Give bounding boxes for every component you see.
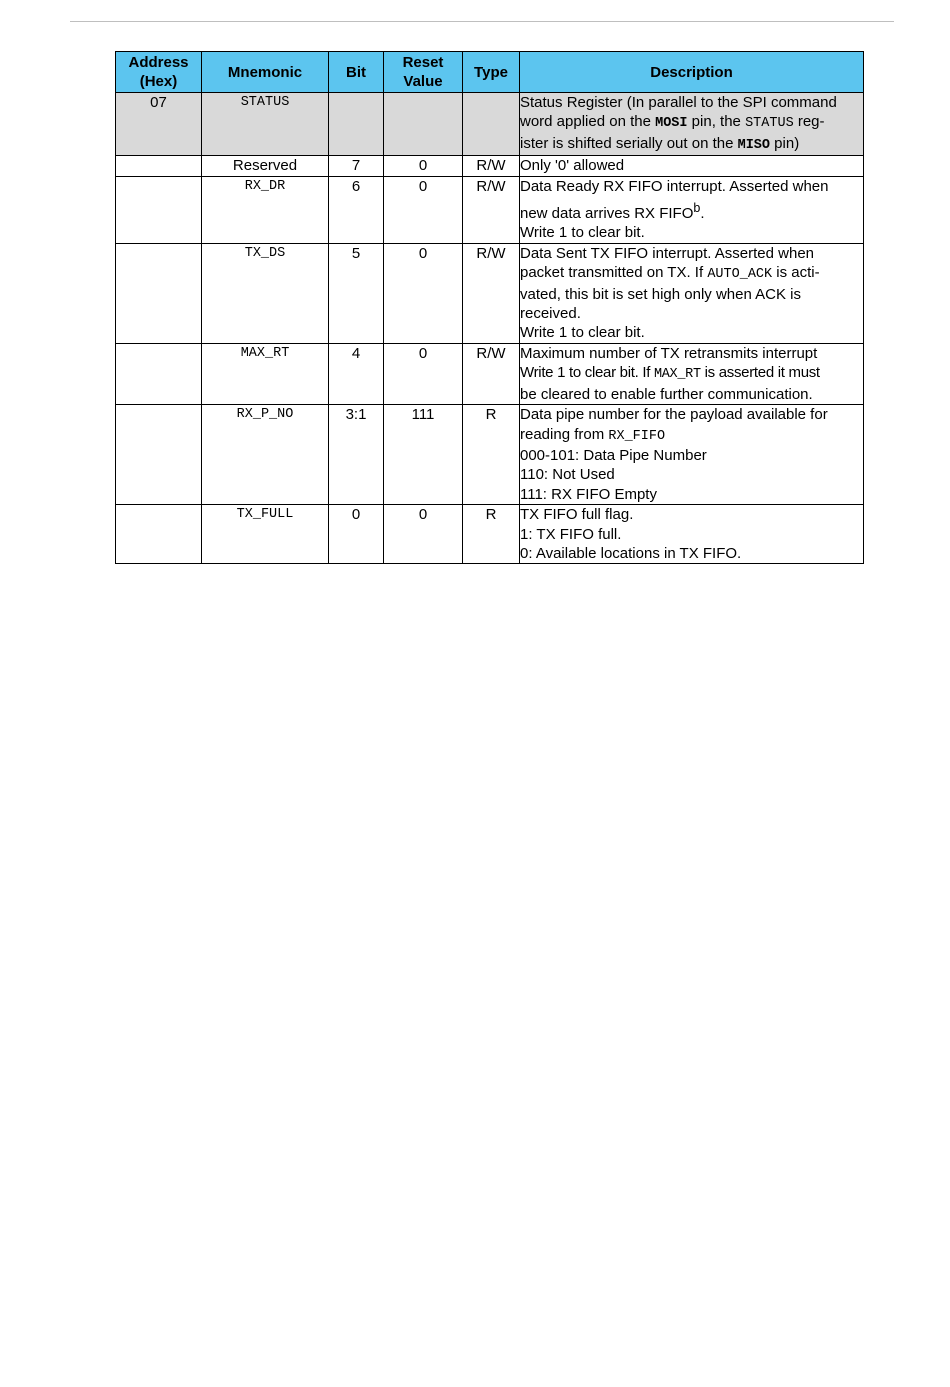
bit-cell: 7: [329, 156, 384, 176]
type-cell: R/W: [463, 343, 520, 404]
description-cell: TX FIFO full flag. 1: TX FIFO full. 0: Available locations in TX FIFO.: [520, 505, 864, 564]
type-cell: R/W: [463, 243, 520, 343]
mnemonic-cell: TX_FULL: [202, 505, 329, 564]
bit-cell: 5: [329, 243, 384, 343]
bit-cell: 6: [329, 176, 384, 243]
mnemonic-cell: MAX_RT: [202, 343, 329, 404]
reset-cell: 0: [384, 243, 463, 343]
bit-cell: 4: [329, 343, 384, 404]
address-cell: [116, 243, 202, 343]
table-row-max-rt: [116, 343, 864, 404]
mnemonic-cell: TX_DS: [202, 243, 329, 343]
table-row-tx-ds: [116, 243, 864, 343]
address-cell: 07: [116, 93, 202, 156]
type-cell: R/W: [463, 176, 520, 243]
bit-cell: [329, 93, 384, 156]
mnemonic-cell: Reserved: [202, 156, 329, 176]
reset-cell: 0: [384, 156, 463, 176]
mnemonic-cell: RX_DR: [202, 176, 329, 243]
header-type: Type: [463, 52, 520, 93]
page-top-rule: [70, 21, 894, 22]
bit-cell: 3:1: [329, 405, 384, 505]
table-header-row: [116, 52, 864, 93]
description-cell: Maximum number of TX retransmits interrupt Write 1 to clear bit. If MAX_RT is asserted it must be cleared to enable further communication.: [520, 343, 864, 404]
description-cell: Only '0' allowed: [520, 156, 864, 176]
header-address: Address (Hex): [116, 52, 202, 93]
reset-cell: 0: [384, 176, 463, 243]
bit-cell: 0: [329, 505, 384, 564]
reset-cell: 0: [384, 505, 463, 564]
address-cell: [116, 343, 202, 404]
reset-cell: 0: [384, 343, 463, 404]
table-row-status: [116, 93, 864, 156]
table-row-rx-dr: [116, 176, 864, 243]
footnote-marker: b: [693, 201, 701, 216]
header-reset-value: Reset Value: [384, 52, 463, 93]
header-bit: Bit: [329, 52, 384, 93]
type-cell: R/W: [463, 156, 520, 176]
description-cell: Data Ready RX FIFO interrupt. Asserted when new data arrives RX FIFO$^b$. Write 1 to clear bit.: [520, 176, 864, 243]
table-row-reserved: [116, 156, 864, 176]
address-cell: [116, 156, 202, 176]
type-cell: R: [463, 505, 520, 564]
table-row-rx-p-no: [116, 405, 864, 505]
header-description: Description: [520, 52, 864, 93]
reset-cell: [384, 93, 463, 156]
type-cell: [463, 93, 520, 156]
header-mnemonic: Mnemonic: [202, 52, 329, 93]
description-cell: Data pipe number for the payload available for reading from RX_FIFO 000-101: Data Pipe Number 110: Not Used 111: RX FIFO Empty: [520, 405, 864, 505]
reset-cell: 111: [384, 405, 463, 505]
description-cell: Data Sent TX FIFO interrupt. Asserted when packet transmitted on TX. If AUTO_ACK is acti- vated, this bit is set high only when ACK is received. Write 1 to clear bit.: [520, 243, 864, 343]
address-cell: [116, 176, 202, 243]
register-table: [115, 51, 864, 564]
address-cell: [116, 505, 202, 564]
description-cell: Status Register (In parallel to the SPI command word applied on the MOSI pin, the STATUS reg- ister is shifted serially out on the MISO pin): [520, 93, 864, 156]
address-cell: [116, 405, 202, 505]
table-row-tx-full: [116, 505, 864, 564]
mnemonic-cell: RX_P_NO: [202, 405, 329, 505]
type-cell: R: [463, 405, 520, 505]
mnemonic-cell: STATUS: [202, 93, 329, 156]
